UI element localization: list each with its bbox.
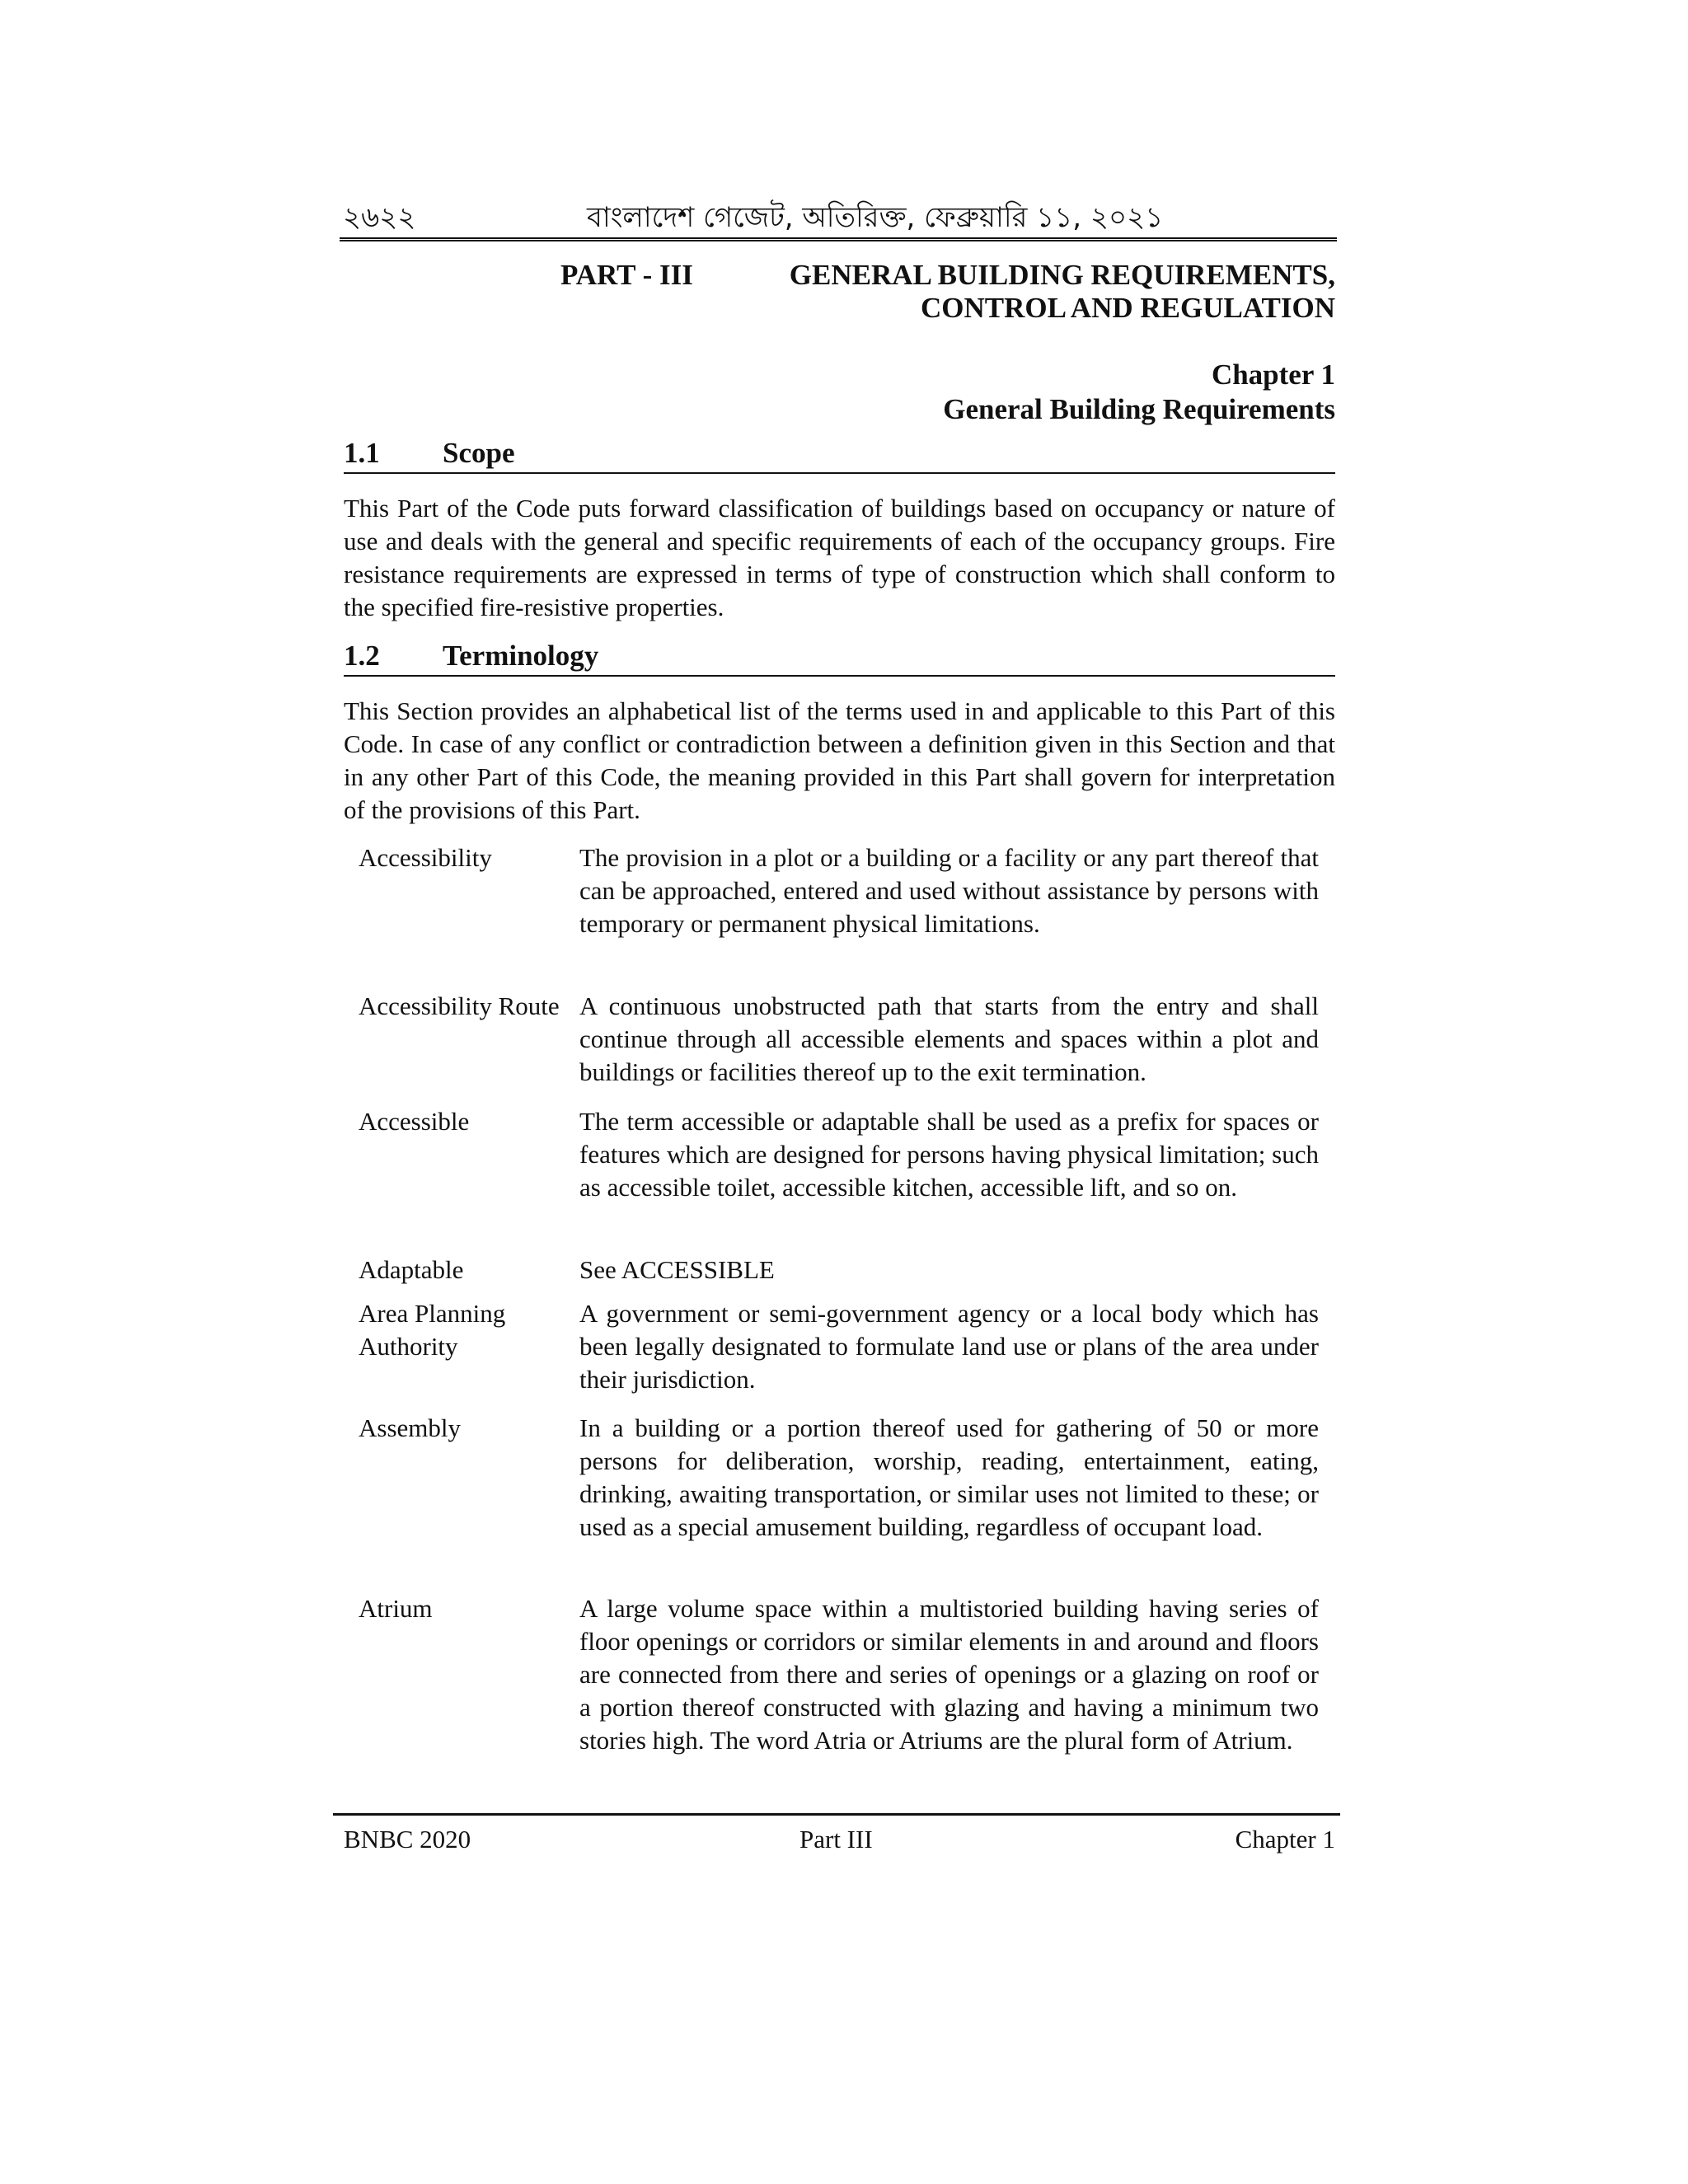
definition-text: A government or semi-government agency or a local body which has been legally designated to formulate land use or plans of the area under their jurisdiction. (579, 1299, 1319, 1394)
chapter-title: General Building Requirements (943, 393, 1335, 425)
chapter-number: Chapter 1 (1211, 359, 1335, 391)
gazette-header (340, 196, 1337, 241)
footer-divider (333, 1813, 1340, 1816)
part-title-line-1: GENERAL BUILDING REQUIREMENTS, (789, 259, 1335, 291)
definition-text: A continuous unobstructed path that starts from the entry and shall continue through all accessible elements and spaces within a plot and buildings or facilities thereof up to the exit termination. (579, 991, 1319, 1086)
terminology-paragraph: This Section provides an alphabetical list of the terms used in and applicable to this Part of this Code. In case of any conflict or contradiction between a definition given in this Section and that in any other Part of this Code, the meaning provided in this Part shall govern for interpretation of the provisions of this Part. (344, 696, 1335, 824)
definition-text: The term accessible or adaptable shall be used as a prefix for spaces or features which are designed for persons having physical limitation; such as accessible toilet, accessible kitchen, accessible lift, and so on. (579, 1107, 1319, 1202)
definition-text: See ACCESSIBLE (579, 1255, 775, 1284)
gazette-title: বাংলাদেশ গেজেট, অতিরিক্ত, ফেব্রুয়ারি ১১, ২০২১ (587, 201, 1164, 234)
page-footer (344, 1823, 1335, 1859)
chapter-heading (943, 358, 1335, 427)
section-title: Scope (443, 437, 515, 469)
section-heading-scope (344, 436, 1335, 474)
definition-term: Accessibility (359, 843, 492, 872)
section-title: Terminology (443, 640, 599, 672)
section-number: 1.2 (344, 640, 380, 672)
part-title-line-2: CONTROL AND REGULATION (920, 292, 1335, 324)
definition-text: The provision in a plot or a building or a facility or any part thereof that can be approached, entered and used without assistance by persons with temporary or permanent physical limitations. (579, 843, 1319, 938)
definition-text: In a building or a portion thereof used for gathering of 50 or more persons for deliberation, worship, reading, entertainment, eating, drinking, awaiting transportation, or similar uses not limited to these; or used as a special amusement building, regardless of occupant load. (579, 1413, 1319, 1541)
footer-chapter: Chapter 1 (1235, 1825, 1335, 1854)
definition-term: Adaptable (359, 1255, 464, 1284)
section-heading-terminology (344, 639, 1335, 677)
definition-term: Atrium (359, 1594, 433, 1623)
footer-code-name: BNBC 2020 (344, 1825, 471, 1854)
section-number: 1.1 (344, 437, 380, 469)
part-title (790, 259, 1335, 325)
definition-text: A large volume space within a multistoried building having series of floor openings or corridors or similar elements in and around and floors are connected from there and series of openings or a glazing on roof or a portion thereof constructed with glazing and having a minimum two stories high. The word Atria or Atriums are the plural form of Atrium. (579, 1594, 1319, 1755)
scope-paragraph: This Part of the Code puts forward classification of buildings based on occupancy or nature of use and deals with the general and specific requirements of each of the occupancy groups. Fire resistance requirements are expressed in terms of type of construction which shall conform to the specified fire-resistive properties. (344, 494, 1335, 621)
footer-part: Part III (799, 1825, 873, 1854)
page-number: ২৬২২ (343, 201, 416, 234)
definition-term: Assembly (359, 1413, 461, 1442)
definition-term: Accessible (359, 1107, 470, 1136)
definition-term: Accessibility Route (359, 991, 560, 1020)
part-label: PART - III (560, 259, 693, 291)
definition-term: Area Planning Authority (359, 1299, 506, 1361)
